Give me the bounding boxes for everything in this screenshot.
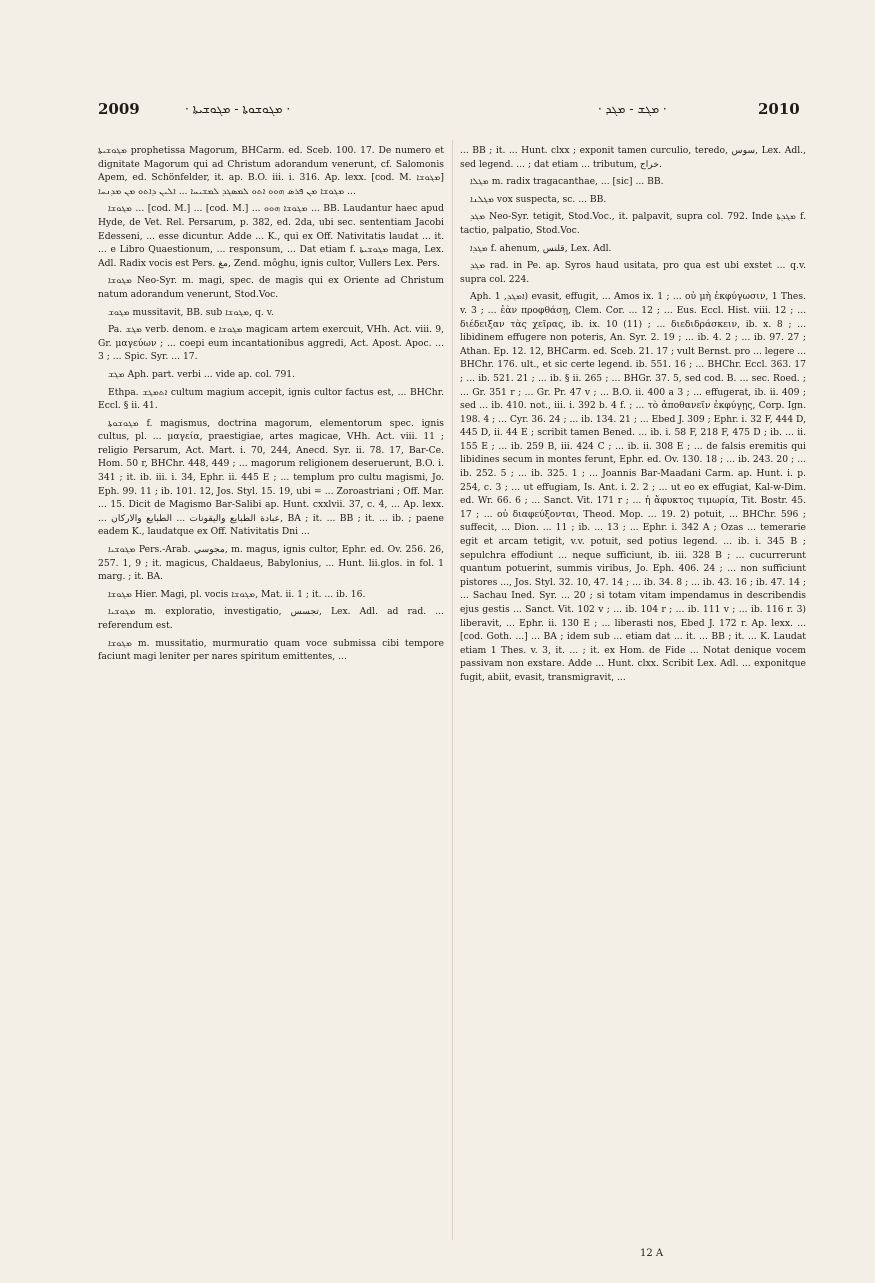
entry-paragraph: ܡܓܕܐ f. ahenum, قلنس, Lex. Adl.: [470, 242, 612, 254]
right-running-head: · ܡܓܫ - ܡܓܕ ·: [598, 102, 667, 116]
entry-paragraph: Aph. ܐܡܓܕ, 1) evasit, effugit, ... Amos ix. 1 ; ... οὐ μὴ ἐκφύγωσιν, 1 Thes. v. 3 ; ... ἐὰν προφθάσῃ, Clem. Cor. ... 12 ; ... Eus. Eccl. Hist. viii. 12 ; ... διέδειξαν τὰς χεῖρας, ib. ix. 10 (11) ; ... διεδιδράσκειν, ib. x. 8 ; ... libidinem effugere non poteris, An. Syr. 2. 19 ; ... ib. 4. 2 ; ... ib. 97. 27 ; Athan. Ep. 12. 12, BHCarm. ed. Sceb. 21. 17 ; vult Bernst. pro ... legere ... BHChr. 176. ult., et sic certe legend. ib. 551. 16 ; ... BHChr. Eccl. 363. 17 ; ... ib. 521. 21 ; ... ib. § ii. 265 ; ... BHGr. 37. 5, sed cod. B. ... sec. Roed. ; ... Gr. 351 r ; ... Gr. Pr. 47 v ; ... B.O. ii. 400 a 3 ; ... effugerat, ib. ii. 409 ; sed ... ib. 410. not., iii. i. 392 b. 4 f. ; ... τὸ ἀποθανεῖν ἐκφύγῃς, Corp. Ign. 198. 4 ; ... Cyr. 36. 24 ; ... ib. 134. 21 ; ... Ebed J. 309 ; Ephr. i. 32 F, 444 D, 445 D, ii. 44 E ; scribit tamen Bened. ... ib. i. 58 F, 218 F, 475 D ; ib. ... ii. 155 E ; ... ib. 259 B, iii. 424 C ; ... ib. ii. 308 E ; ... de falsis eremitis qui libidines secum in montes ferunt, Ephr. ed. Ov. 130. 18 ; ... ib. 243. 20 ; ... ib. 252. 5 ; ... ib. 325. 1 ; ... Joannis Bar-Maadani Carm. ap. Hunt. i. p. 254, c. 3 ; ... ut effugiam, Is. Ant. i. 2. 2 ; ... ut eo ex effugiat, Kal-w-Dim. ed. Wr. 66. 6 ; ... Sanct. Vit. 171 r ; ... ἡ ἄφυκτος τιμωρία, Tit. Bostr. 45. 17 ; ... οὐ διαφεύξονται, Theod. Mop. ... 19. 2) potuit, ... BHChr. 596 ; suffecit, ... Dion. ... 11 ; ib. ... 13 ; ... Ephr. i. 342 A ; Ozas ... temerarie egit et arcam tetigit, v.v. potuit, sed potius legend. ... ib. i. 345 B ; sepulchra effodiunt ... neque sufficiunt, ib. iii. 328 B ; ... cucurrerunt quantum potuerint, summis viribus, Jo. Eph. 406. 24 ; ... non sufficiunt pistores ..., Jos. Styl. 32. 10, 47. 14 ; ... ib. 34. 8 ; ... ib. 43. 16 ; ib. 47. 14 ; ... Sachau Ined. Syr. ... 20 ; si totam vitam impendamus in describendis ejus gestis ... Sanct. Vit. 102 v ; ... ib. 104 r ; ... ib. 111 v ; ... ib. 116 r. 3) liberavit, ... Ephr. ii. 130 E ; ... liberasti nos, Ebed J. 172 r. Ap. lexx. ... [cod. Goth. ...] ... BA ; idem sub ... etiam dat ... it. ... BB ; it. ... K. Laudat etiam 1 Thes. v. 3, it. ... ; it. ex Hom. de Fide ... Notat denique vocem passivam non exstare. Adde ... Hunt. clxx. Scribit Lex. Adl. ... exponitque fugit, abiit, evasit, transmigravit, ...: [460, 291, 806, 683]
signature-mark: 12 A: [640, 1248, 664, 1259]
entry-paragraph: ܡܓܠܢܐ vox suspecta, sc. ... BB.: [470, 193, 607, 205]
column-divider: [452, 140, 453, 1240]
left-column: [98, 144, 444, 1254]
left-running-head: · ܡܓܘܫܘܬܐ - ܡܓܘܫܝܬܐ ·: [185, 102, 291, 116]
page-header: [0, 100, 875, 124]
entry-paragraph: ܡܓܠܐ m. radix tragacanthae, ... [sic] ... BB.: [470, 176, 664, 188]
entry-paragraph: ܡܓܘܫܐ Neo-Syr. m. magi, spec. de magis qui ex Oriente ad Christum natum adorandum venerunt, Stod.Voc.: [98, 275, 444, 300]
entry-paragraph: ܡܓܕ rad. in Pe. ap. Syros haud usitata, pro qua est ubi exstet ... q.v. supra col. 224.: [460, 260, 806, 285]
left-page-number: 2009: [98, 100, 140, 118]
entry-paragraph: ܡܓܫ Aph. part. verbi ... vide ap. col. 791.: [108, 368, 296, 380]
entry-paragraph: ܡܓܘܫܝܐ m. exploratio, investigatio, تجسس, Lex. Adl. ad rad. ... referendum est.: [98, 606, 444, 631]
entry-paragraph: ܡܓܘܫܝܐ Pers.-Arab. مجوسي, m. magus, ignis cultor, Ephr. ed. Ov. 256. 26, 257. 1, 9 ; it. magicus, Chaldaeus, Babylonius, ... Hunt. lii.glos. in fol. 1 marg. ; it. BA.: [98, 544, 444, 583]
entry-paragraph: ܡܓܘܫܝܬܐ prophetissa Magorum, BHCarm. ed. Sceb. 100. 17. De numero et dignitate Magorum qui ad Christum adorandum venerunt, cf. Salomonis Apem, ed. Schönfelder, it. ap. B.O. iii. i. 316. Ap. lexx. [cod. M. ܡܓܘܫܐ] ܡܓܘܫܐ ܡܢ ܦܪܣ ܗܘܘ ܐܬܘ ܠܡܣܓܕ ܠܡܫܝܚܐ ... ܐܠܝܢ ܕܐܬܘ ܡܢ ܡܕܢܚܐ ...: [98, 145, 444, 197]
entry-paragraph: ܡܓܘܫܐ Hier. Magi, pl. vocis ܡܓܘܫܐ, Mat. ii. 1 ; it. ... ib. 16.: [108, 588, 366, 600]
right-page-number: 2010: [758, 100, 800, 118]
entry-paragraph: ܡܓܘܫ mussitavit, BB. sub ܡܓܘܫܐ, q. v.: [108, 306, 274, 318]
entry-paragraph: ܡܓܘܫܐ ... [cod. M.] ... [cod. M.] ... ܡܓܘܫܐ ܗܘܘ ... BB. Laudantur haec apud Hyde, de Vet. Rel. Persarum, p. 382, ed. 2da, ubi sec. sententiam Jacobi Edesseni, ... esse dicuntur. Adde ... K., qui ex Off. Nativitatis laudat ... it. ... e Libro Quaestionum, ... responsum, ... Dat etiam f. ܡܓܘܫܝܬܐ maga, Lex. Adl. Radix vocis est Pers. مغ, Zend. môghu, ignis cultor, Vullers Lex. Pers.: [98, 203, 444, 269]
entry-paragraph: Ethpa. ܐܬܡܓܫ cultum magium accepit, ignis cultor factus est, ... BHChr. Eccl. § ii. 41.: [98, 386, 444, 412]
entry-paragraph: ܡܓܕ Neo-Syr. tetigit, Stod.Voc., it. palpavit, supra col. 792. Inde ܡܓܕܬܐ f. tactio, palpatio, Stod.Voc.: [460, 211, 806, 236]
entry-paragraph: ܡܓܘܫܐ m. mussitatio, murmuratio quam voce submissa cibi tempore faciunt magi leniter per nares spiritum emittentes, ...: [98, 637, 444, 663]
entry-paragraph: ... BB ; it. ... Hunt. clxx ; exponit tamen curculio, teredo, سوس, Lex. Adl., sed legend. ... ; dat etiam ... tributum, خراج.: [460, 145, 806, 170]
entry-paragraph: ܡܓܘܫܘܬܐ f. magismus, doctrina magorum, elementorum spec. ignis cultus, pl. ... μαγεία, praestigiae, artes magicae, VHh. Act. viii. 11 ; religio Persarum, Act. Mart. i. 70, 244, Anecd. Syr. ii. 78. 17, Bar-Ce. Hom. 50 r, BHChr. 448, 449 ; ... magorum religionem deseruerunt, B.O. i. 341 ; it. ib. iii. i. 34, Ephr. ii. 445 E ; ... templum pro cultu magismi, Jo. Eph. 99. 11 ; ib. 101. 12, Jos. Styl. 15. 19, ubi = ... Zoroastriani ; Off. Mar. ... 15. Dicit de Magismo Bar-Salibi ap. Hunt. cxxlvii. 37, c. 4, ... Ap. lexx. ... عبادة الطبايع واليقونات ... الطبايع والاركان, BA ; it. ... BB ; it. ... ib. ; paene eadem K., laudatque ex Off. Nativitatis Dni ...: [98, 417, 444, 538]
entry-paragraph: Pa. ܡܓܫ verb. denom. e ܡܓܘܫܐ magicam artem exercuit, VHh. Act. viii. 9, Gr. μαγεύων ; ... coepi eum incantationibus aggredi, Act. Apost. Apoc. ... 3 ; ... Spic. Syr. ... 17.: [98, 324, 444, 363]
right-column: [460, 144, 806, 1254]
